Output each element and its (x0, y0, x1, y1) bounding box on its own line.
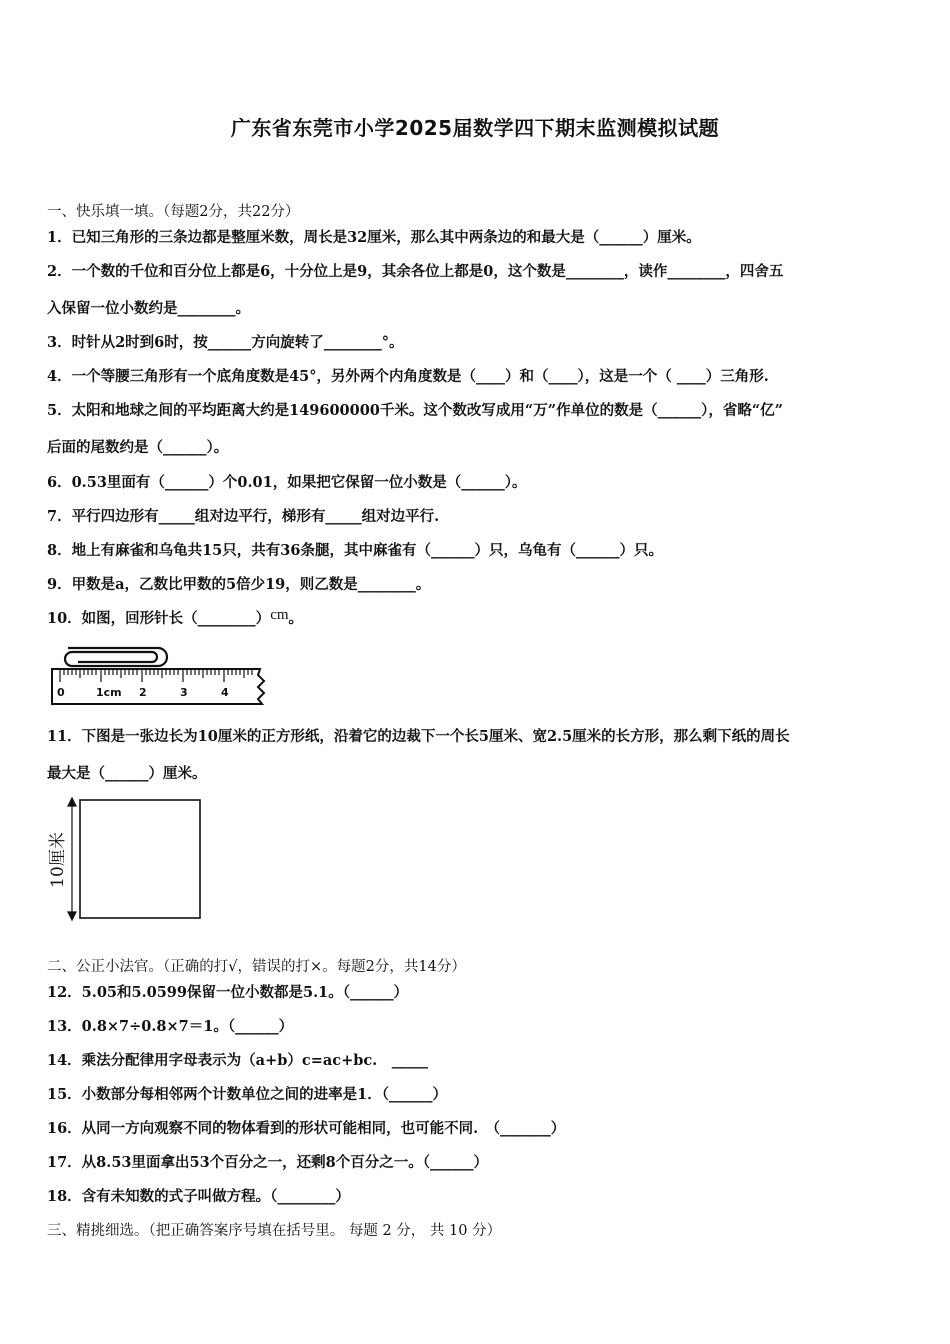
question-8: 8．地上有麻雀和乌龟共15只，共有36条腿，其中麻雀有（______）只，乌龟有（______）只。 (47, 542, 663, 559)
question-14: 14．乘法分配律用字母表示为（a+b）c=ac+bc. _____ (47, 1052, 428, 1069)
question-9: 9．甲数是a，乙数比甲数的5倍少19，则乙数是________。 (47, 576, 431, 593)
section-3-header: 三、精挑细选。（把正确答案序号填在括号里。 每题 2 分， 共 10 分） (47, 1223, 502, 1239)
ruler-label-4: 4 (221, 686, 229, 699)
question-11-line-1: 11．下图是一张边长为10厘米的正方形纸，沿着它的边裁下一个长5厘米、宽2.5厘米的长方形，那么剩下纸的周长 (47, 728, 790, 745)
section-2-header: 二、公正小法官。（正确的打√，错误的打×。每题2分，共14分） (47, 959, 466, 975)
question-15: 15．小数部分每相邻两个计数单位之间的进率是1．（______） (47, 1086, 448, 1103)
question-5-line-2: 后面的尾数约是（______）。 (47, 439, 229, 456)
question-1: 1．已知三角形的三条边都是整厘米数，周长是32厘米，那么其中两条边的和最大是（______）厘米。 (47, 229, 701, 246)
question-13: 13．0.8×7÷0.8×7＝1。（______） (47, 1018, 294, 1035)
height-arrow-icon (68, 798, 76, 920)
question-11-line-2: 最大是（______）厘米。 (47, 765, 207, 782)
paperclip-ruler-figure (48, 642, 272, 710)
ruler-icon (52, 669, 264, 704)
ruler-label-0: 0 (57, 686, 65, 699)
ruler-label-1cm: 1cm (96, 686, 122, 699)
question-17: 17．从8.53里面拿出53个百分之一，还剩8个百分之一。（______） (47, 1154, 489, 1171)
question-16: 16．从同一方向观察不同的物体看到的形状可能相同，也可能不同. （_______） (47, 1120, 566, 1137)
question-7: 7．平行四边形有_____组对边平行，梯形有_____组对边平行. (47, 508, 440, 525)
paperclip-icon (65, 648, 167, 666)
question-3: 3．时针从2时到6时，按______方向旋转了________°。 (47, 334, 404, 351)
question-2-line-2: 入保留一位小数约是________。 (47, 300, 250, 317)
page-title: 广东省东莞市小学2025届数学四下期末监测模拟试题 (230, 116, 720, 140)
section-1-header: 一、快乐填一填。（每题2分，共22分） (47, 204, 300, 220)
square-side-label: 10厘米 (48, 832, 68, 888)
question-10-unit: cm (270, 607, 289, 623)
question-18: 18．含有未知数的式子叫做方程。（________） (47, 1188, 350, 1205)
question-12: 12．5.05和5.0599保留一位小数都是5.1。（______） (47, 984, 408, 1001)
question-10-end: 。 (288, 610, 304, 627)
question-2-line-1: 2．一个数的千位和百分位上都是6，十分位上是9，其余各位上都是0，这个数是________，读作________，四舍五 (47, 263, 784, 280)
ruler-label-2: 2 (139, 686, 147, 699)
square-shape (80, 800, 200, 918)
question-4: 4．一个等腰三角形有一个底角度数是45°，另外两个内角度数是（____）和（____），这是一个（ ____）三角形. (47, 368, 769, 385)
question-5-line-1: 5．太阳和地球之间的平均距离大约是149600000千米。这个数改写成用“万”作单位的数是（______），省略“亿” (47, 402, 783, 419)
question-6: 6．0.53里面有（______）个0.01，如果把它保留一位小数是（______）。 (47, 474, 527, 491)
ruler-label-3: 3 (180, 686, 188, 699)
question-10 (47, 607, 910, 628)
question-10-text: 10．如图，回形针长（________） (47, 610, 271, 627)
square-paper-figure (40, 794, 210, 924)
